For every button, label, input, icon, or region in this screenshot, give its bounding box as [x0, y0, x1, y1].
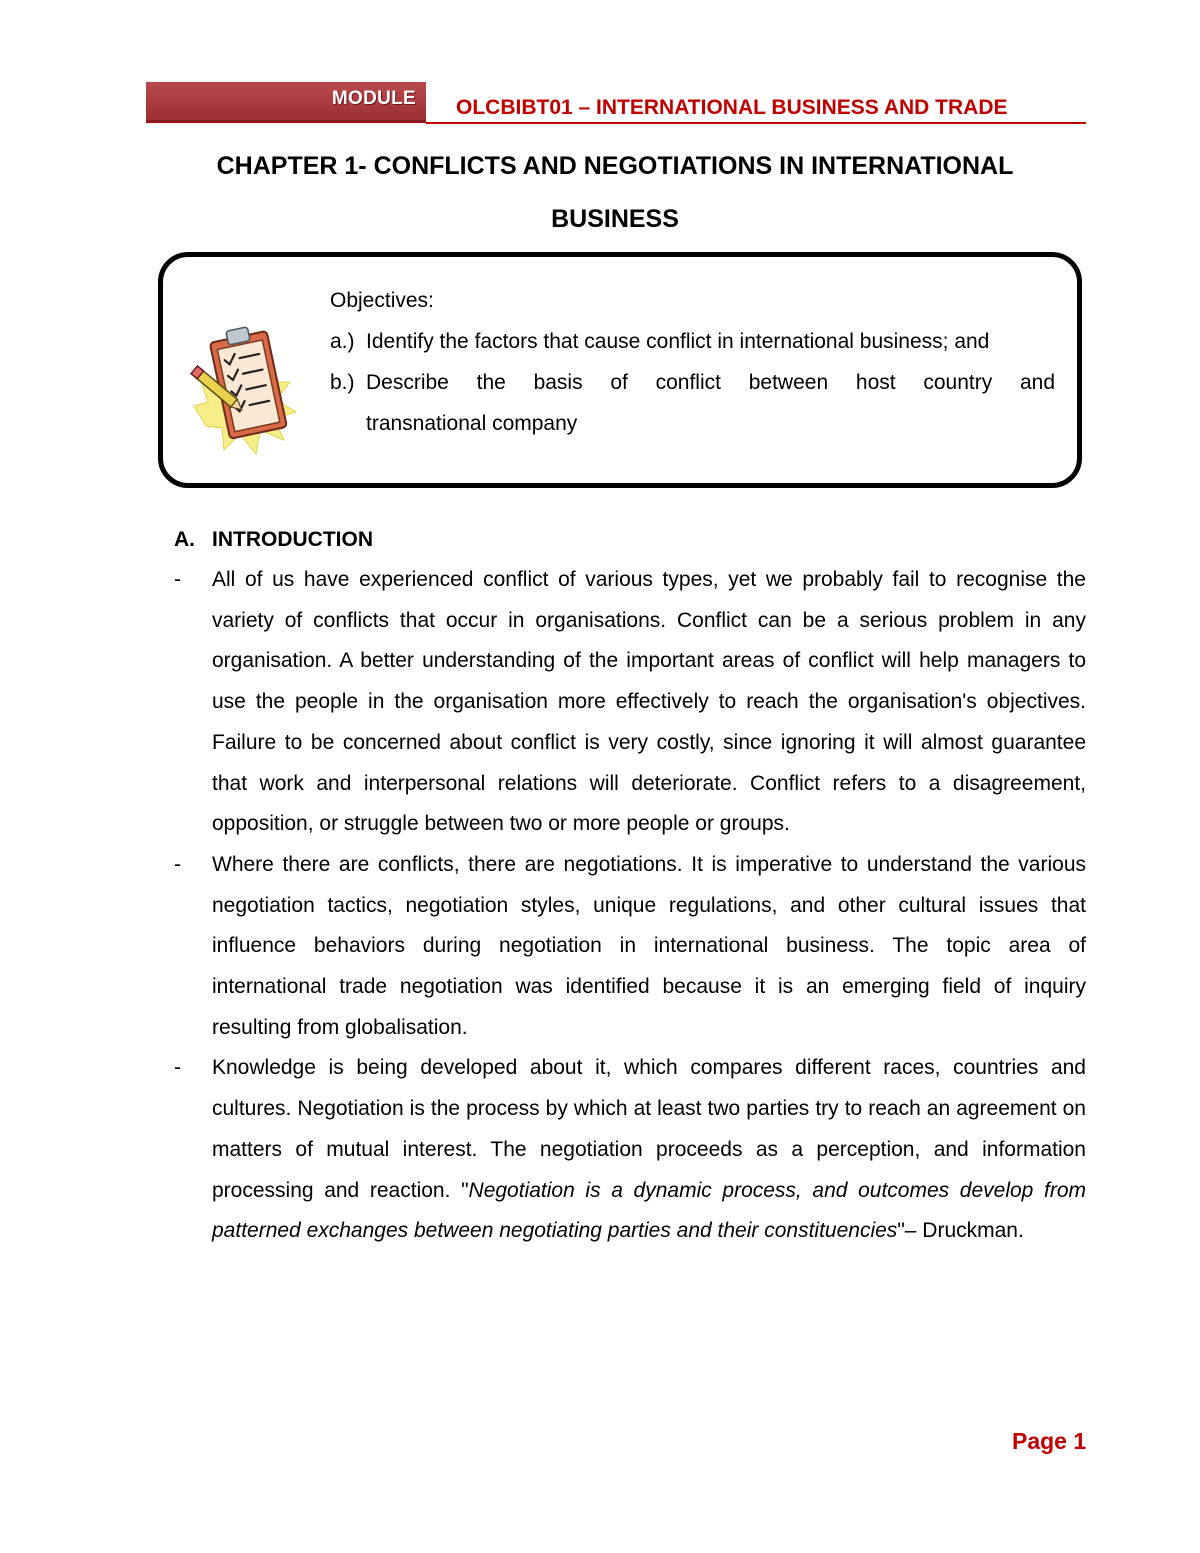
paragraph-text: All of us have experienced conflict of various types, yet we probably fail to recognise the variety of conflicts that occur in organisations. Conflict can be a serious problem in any organisation. A better understanding of the important areas of conflict will help managers to use the people in the organisation more effectively to reach the organisation's objectives. Failure to be concerned about conflict is very costly, since ignoring it will almost guarantee that work and interpersonal relations will deteriorate. Conflict refers to a disagreement, opposition, or struggle between two or more people or groups. [212, 568, 1086, 836]
bullet-dash: - [174, 568, 181, 591]
objective-text-line2: transnational company [366, 412, 578, 435]
chapter-title-line1: CHAPTER 1- CONFLICTS AND NEGOTIATIONS IN INTERNATIONAL [216, 152, 1014, 180]
chapter-title-line2: BUSINESS [551, 205, 679, 233]
introduction-body [174, 560, 1086, 1252]
header-rule-left [146, 122, 426, 123]
section-letter: A. [174, 528, 195, 551]
objective-item-continued [330, 403, 1055, 444]
paragraph-text: Knowledge is being developed about it, which compares different races, countries and cultures. Negotiation is the process by which at least two parties try to reach an agreement on matters of mutual interest. The negotiation proceeds as a perception, and information processing and reaction. " [212, 1056, 1086, 1202]
list-item [174, 845, 1086, 1049]
course-title: OLCBIBT01 – INTERNATIONAL BUSINESS AND TRADE [456, 96, 1008, 119]
objective-text-line1: Describe the basis of conflict between host country and [366, 371, 1055, 394]
clipboard-checklist-icon [186, 316, 306, 456]
druckman-quote: Negotiation is a dynamic process, and outcomes develop from patterned exchanges between negotiating parties and their constituencies [212, 1178, 1086, 1243]
section-heading [174, 528, 373, 552]
objective-text: Identify the factors that cause conflict in international business; and [366, 330, 990, 353]
bullet-dash: - [174, 1056, 181, 1080]
objective-marker: a.) [330, 330, 355, 353]
module-label: MODULE [331, 88, 416, 109]
paragraph-with-quote [212, 1048, 1086, 1252]
header-rule [426, 122, 1086, 124]
section-title: INTRODUCTION [212, 528, 373, 551]
objectives-heading: Objectives: [330, 289, 434, 312]
objective-marker: b.) [330, 371, 355, 394]
page-number: Page 1 [1012, 1428, 1087, 1454]
chapter-title [130, 140, 1100, 246]
list-item [174, 560, 1086, 845]
bullet-dash: - [174, 852, 181, 876]
objective-item [330, 362, 1055, 403]
module-header [146, 82, 1086, 126]
module-tab [146, 82, 426, 120]
quote-attribution: "– Druckman. [897, 1219, 1024, 1243]
list-item [174, 1048, 1086, 1252]
objective-item [330, 321, 1055, 362]
paragraph-text: Where there are conflicts, there are negotiations. It is imperative to understand the various negotiation tactics, negotiation styles, unique regulations, and other cultural issues that influence behaviors during negotiation in international business. The topic area of international trade negotiation was identified because it is an emerging field of inquiry resulting from globalisation. [212, 852, 1086, 1039]
objectives-list [330, 280, 1055, 444]
